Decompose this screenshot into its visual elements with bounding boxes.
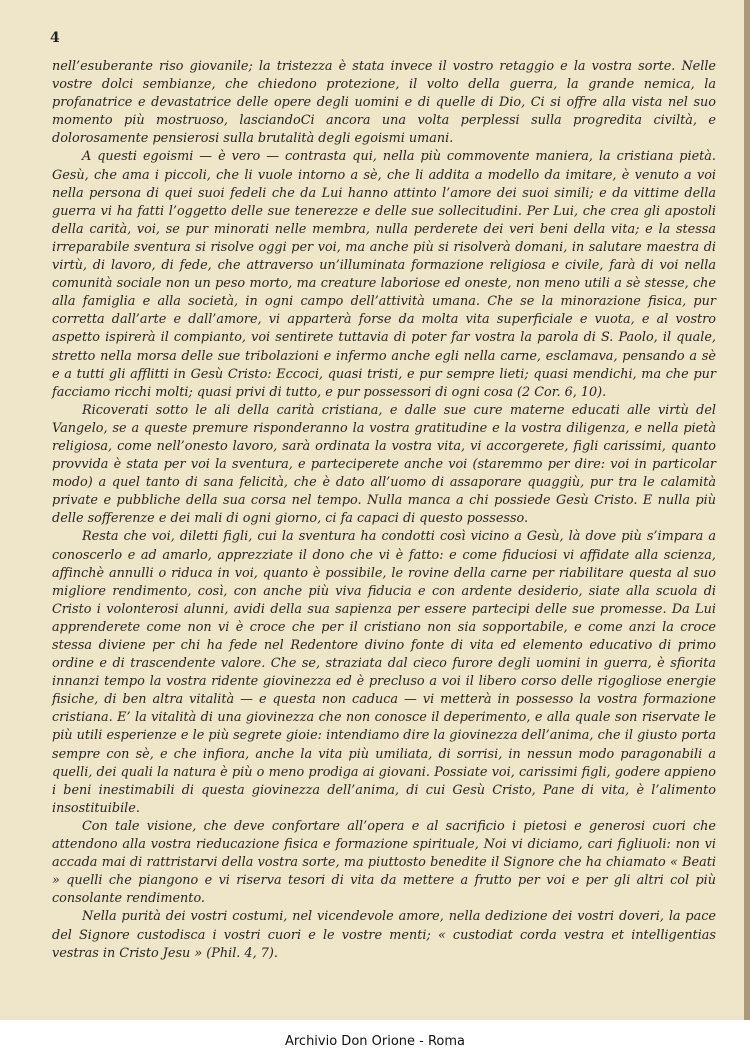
document-body	[52, 58, 716, 963]
paragraph-1: nell’esuberante riso giovanile; la tristezza è stata invece il vostro retaggio e la vostra sorte. Nelle vostre dolci sembianze, che chiedono protezione, il volto della guerra, la grande nemica, la profanatrice e devastatrice delle opere degli uomini e di quelle di Dio, Ci si offre alla vista nel suo momento più mostruoso, lasciandoCi ancora una volta perplessi sulla progredita civiltà, e dolorosamente pensierosi sulla brutalità degli egoismi umani.	[52, 59, 716, 147]
archive-footer: Archivio Don Orione - Roma	[0, 1020, 750, 1064]
paragraph-2: A questi egoismi — è vero — contrasta qui, nella più commovente maniera, la cristiana pietà. Gesù, che ama i piccoli, che li vuole intorno a sè, che li addita a modello da imitare, è venuto a voi nella persona di quei suoi fedeli che da Lui hanno attinto l’amore dei suoi simili; e da vittime della guerra vi ha fatti l’oggetto delle sue tenerezze e delle sue sollecitudini. Per Lui, che crea gli apostoli della carità, voi, se pur minorati nelle membra, nulla perderete dei veri beni della vita; e la stessa irreparabile sventura si risolve oggi per voi, ma anche più si risolverà domani, in salutare maestra di virtù, di lavoro, di fede, che attraverso un’illuminata formazione religiosa e civile, farà di voi nella comunità sociale non un peso morto, ma creature laboriose ed oneste, non meno utili a sè stesse, che alla famiglia e alla società, in ogni campo dell’attività umana. Che se la minorazione fisica, pur corretta dall’arte e dall’amore, vi apparterà forse da molta vita superficiale e vuota, e al vostro aspetto ispirerà il compianto, voi sentirete tuttavia di poter far vostra la parola di S. Paolo, il quale, stretto nella morsa delle sue tribolazioni e infermo anche egli nella carne, esclamava, pensando a sè e a tutti gli afflitti in Gesù Cristo: Eccoci, quasi tristi, e pur sempre lieti; quasi mendichi, ma che pur facciamo ricchi molti; quasi privi di tutto, e pur possessori di ogni cosa (2 Cor. 6, 10).	[52, 149, 716, 400]
paragraph-5: Con tale visione, che deve confortare all’opera e al sacrificio i pietosi e generosi cuori che attendono alla vostra rieducazione fisica e formazione spirituale, Noi vi diciamo, cari figliuoli: non vi accada mai di rattristarvi della vostra sorte, ma piuttosto benedite il Signore che ha chiamato « Beati » quelli che piangono e vi riserva tesori di vita da mettere a frutto per voi e per gli altri col più consolante rendimento.	[52, 818, 716, 907]
paragraph-3: Ricoverati sotto le ali della carità cristiana, e dalle sue cure materne educati alle virtù del Vangelo, se a queste premure risponderanno la vostra gratitudine e la vostra diligenza, e nella pietà religiosa, come nell’onesto lavoro, sarà ordinata la vostra vita, vi accorgerete, figli carissimi, quanto provvida è stata per voi la sventura, e parteciperete anche voi (staremmo per dire: voi in particolar modo) a quel tanto di sana felicità, che è dato all’uomo di assaporare quaggiù, pur tra le calamità private e pubbliche della sua corsa nel tempo. Nulla manca a chi possiede Gesù Cristo. E nulla più delle sofferenze e dei mali di ogni giorno, ci fa capaci di questo possesso.	[52, 402, 716, 527]
page-number: 4	[50, 30, 60, 46]
paragraph-4: Resta che voi, diletti figli, cui la sventura ha condotti così vicino a Gesù, là dove più s’impara a conoscerlo e ad amarlo, apprezziate il dono che vi è fatto: e come fiduciosi vi affidate alla scienza, affinchè annulli o riduca in voi, quanto è possibile, le rovine della carne per riabilitare questa al suo migliore rendimento, così, con anche più viva fiducia e con ardente desiderio, siate alla scuola di Cristo i volonterosi alunni, avidi della sua sapienza per essere partecipi delle sue promesse. Da Lui apprenderete come non vi è croce che per il cristiano non sia sopportabile, e come anzi la croce stessa diviene per chi ha fede nel Redentore divino fonte di vita ed elemento educativo di primo ordine e di trascendente valore. Che se, straziata dal cieco furore degli uomini in guerra, è sfiorita innanzi tempo la vostra ridente giovinezza ed è precluso a voi il libero corso delle rigogliose energie fisiche, di ben altra vitalità — e questa non caduca — vi metterà in possesso la vostra formazione cristiana. E’ la vitalità di una giovinezza che non conosce il deperimento, e alla quale son riservate le più utili esperienze e le più segrete gioie: intendiamo dire la giovinezza dell’anima, che il giusto porta sempre con sè, e che infiora, anche la vita più umiliata, di sorrisi, in nessun modo paragonabili a quelli, dei quali la natura è più o meno prodiga ai giovani. Possiate voi, carissimi figli, godere appieno i beni inestimabili di questa giovinezza dell’anima, di cui Gesù Cristo, Pane di vita, è l’alimento insostituibile.	[52, 529, 716, 816]
paragraph-6: Nella purità dei vostri costumi, nel vicendevole amore, nella dedizione dei vostri doveri, la pace del Signore custodisca i vostri cuori e le vostre menti; « custodiat corda vestra et intelligentias vestras in Cristo Jesu » (Phil. 4, 7).	[52, 909, 716, 961]
